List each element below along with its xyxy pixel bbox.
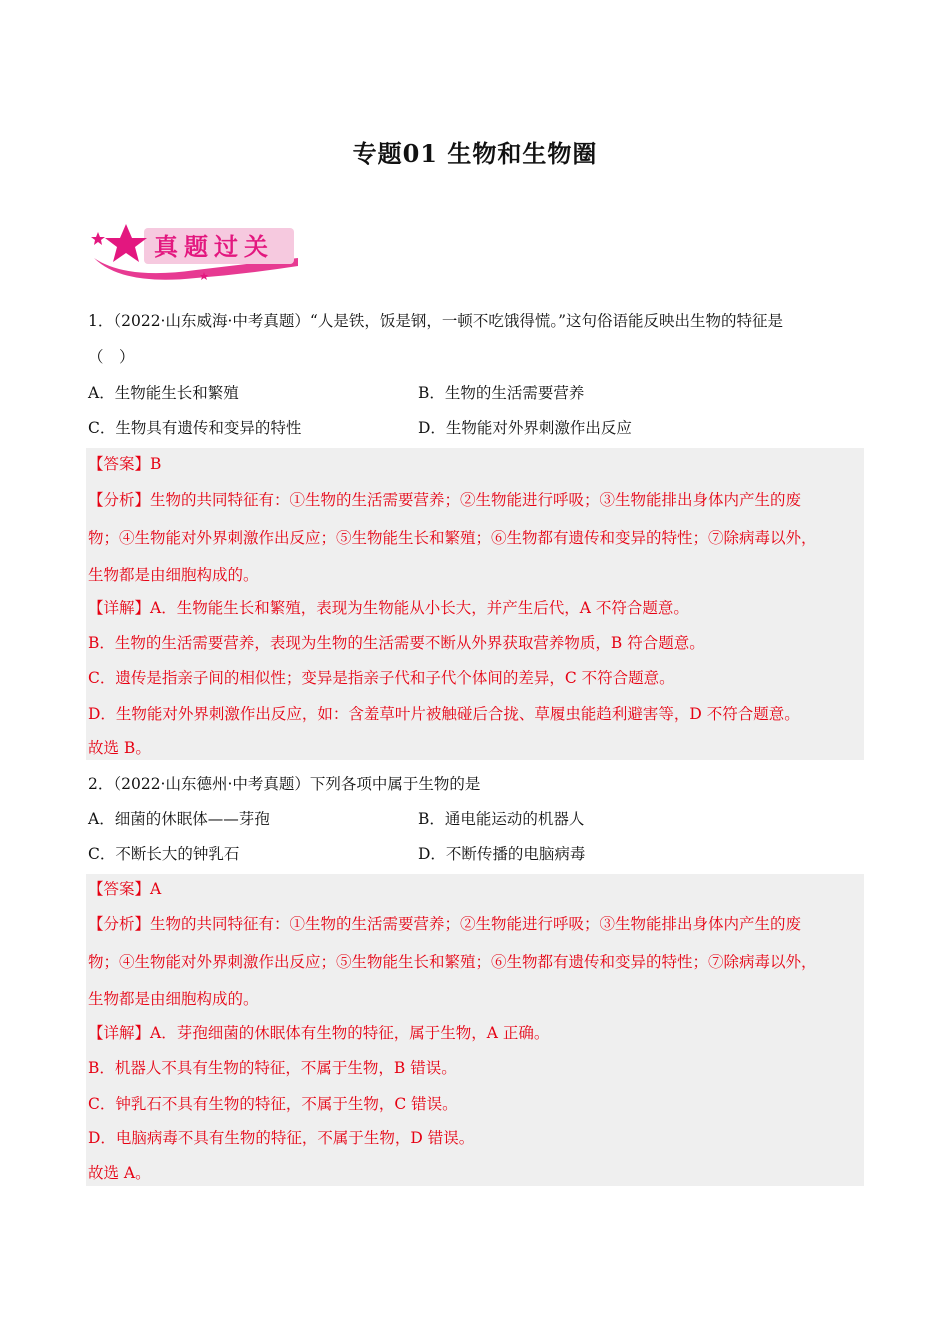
q1-detail-3: C．遗传是指亲子间的相似性；变异是指亲子代和子代个体间的差异，C 不符合题意。 [88, 669, 675, 687]
star-icon [105, 224, 147, 262]
q1-option-c: C．生物具有遗传和变异的特性 [88, 419, 302, 437]
q1-option-b: B．生物的生活需要营养 [418, 384, 585, 402]
q1-detail-2: B．生物的生活需要营养，表现为生物的生活需要不断从外界获取营养物质，B 符合题意。 [88, 634, 705, 652]
q2-analysis-3: 生物都是由细胞构成的。 [88, 990, 259, 1008]
q1-analysis-3: 生物都是由细胞构成的。 [88, 566, 259, 584]
q1-analysis-1: 【分析】生物的共同特征有：①生物的生活需要营养；②生物能进行呼吸；③生物能排出身体内产生的废 [88, 491, 802, 509]
q1-analysis-2: 物；④生物能对外界刺激作出反应；⑤生物能生长和繁殖；⑥生物都有遗传和变异的特性；⑦除病毒以外， [88, 529, 817, 547]
page-title: 专题01 生物和生物圈 [352, 139, 598, 168]
q2-option-b: B．通电能运动的机器人 [418, 810, 585, 828]
q1-option-a: A．生物能生长和繁殖 [88, 384, 239, 402]
small-star-icon [91, 232, 105, 245]
section-banner [86, 218, 302, 282]
q2-detail-4: D．电脑病毒不具有生物的特征，不属于生物，D 错误。 [88, 1129, 475, 1147]
q2-detail-1: 【详解】A．芽孢细菌的休眠体有生物的特征，属于生物，A 正确。 [88, 1024, 550, 1042]
q2-option-d: D．不断传播的电脑病毒 [418, 845, 586, 863]
q2-analysis-2: 物；④生物能对外界刺激作出反应；⑤生物能生长和繁殖；⑥生物都有遗传和变异的特性；⑦除病毒以外， [88, 953, 817, 971]
q2-option-c: C．不断长大的钟乳石 [88, 845, 240, 863]
q1-detail-1: 【详解】A．生物能生长和繁殖，表现为生物能从小长大，并产生后代，A 不符合题意。 [88, 599, 689, 617]
q1-option-d: D．生物能对外界刺激作出反应 [418, 419, 632, 437]
q2-answer: 【答案】A [88, 880, 162, 898]
q2-option-a: A．细菌的休眠体——芽孢 [88, 810, 270, 828]
q2-conclusion: 故选 A。 [88, 1164, 151, 1182]
q1-detail-4: D．生物能对外界刺激作出反应，如：含羞草叶片被触碰后合拢、草履虫能趋利避害等，D 不符合题意。 [88, 705, 800, 723]
q1-stem: 1．（2022·山东威海·中考真题）“人是铁，饭是钢，一顿不吃饿得慌。”这句俗语能反映出生物的特征是 [88, 312, 784, 330]
q1-conclusion: 故选 B。 [88, 739, 151, 757]
q2-detail-3: C．钟乳石不具有生物的特征，不属于生物，C 错误。 [88, 1095, 458, 1113]
q2-stem: 2．（2022·山东德州·中考真题）下列各项中属于生物的是 [88, 775, 481, 793]
q1-answer: 【答案】B [88, 455, 162, 473]
q2-analysis-1: 【分析】生物的共同特征有：①生物的生活需要营养；②生物能进行呼吸；③生物能排出身体内产生的废 [88, 915, 802, 933]
q2-detail-2: B．机器人不具有生物的特征，不属于生物，B 错误。 [88, 1059, 457, 1077]
banner-text: 真题过关 [154, 233, 274, 261]
q1-blank: （ ） [88, 348, 135, 366]
